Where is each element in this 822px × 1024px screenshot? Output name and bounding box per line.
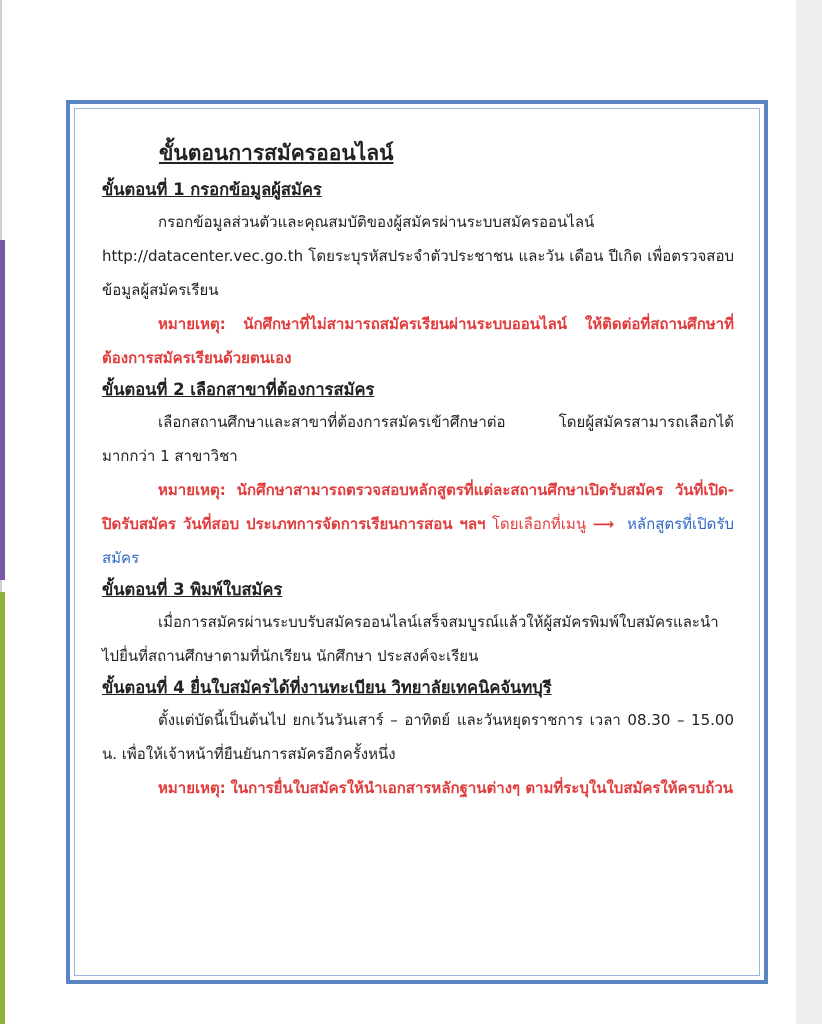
step-4-note: [102, 771, 734, 805]
step-3: [102, 575, 734, 673]
open-courses-link[interactable]: หลักสูตรที่เปิดรับสมัคร: [102, 515, 735, 567]
instructions-card: [66, 100, 768, 984]
step-2-note-menu-text: โดยเลือกที่เมนู: [491, 515, 587, 533]
step-1-body: กรอกข้อมูลส่วนตัวและคุณสมบัติของผู้สมัครผ่านระบบสมัครออนไลน์ http://datacenter.vec.go.th โดยระบุรหัสประจำตัวประชาชน และวัน เดือน ปีเกิด เพื่อตรวจสอบข้อมูลผู้สมัครเรียน: [102, 213, 734, 299]
step-4-heading: ขั้นตอนที่ 4 ยื่นใบสมัครได้ที่งานทะเบียน วิทยาลัยเทคนิคจันทบุรี: [102, 678, 552, 697]
step-3-body: เมื่อการสมัครผ่านระบบรับสมัครออนไลน์เสร็จสมบูรณ์แล้วให้ผู้สมัครพิมพ์ใบสมัครและนำไปยื่นที่สถานศึกษาตามที่นักเรียน นักศึกษา ประสงค์จะเรียน: [102, 613, 719, 665]
step-2-heading: ขั้นตอนที่ 2 เลือกสาขาที่ต้องการสมัคร: [102, 380, 375, 399]
step-2-note: [102, 473, 734, 575]
card-content: [102, 138, 734, 805]
step-1-note: [102, 307, 734, 375]
page-title: ขั้นตอนการสมัครออนไลน์: [159, 141, 394, 165]
step-1-note-label: หมายเหตุ:: [158, 315, 226, 333]
step-4-note-text: ในการยื่นใบสมัครให้นำเอกสารหลักฐานต่างๆ ตามที่ระบุในใบสมัครให้ครบถ้วน: [230, 779, 734, 797]
right-scroll-strip: [796, 0, 822, 1024]
step-2-note-text: นักศึกษาสามารถตรวจสอบหลักสูตรที่แต่ละสถานศึกษาเปิดรับสมัคร วันที่เปิด-ปิดรับสมัคร วันที่สอบ ประเภทการจัดการเรียนการสอน ฯลฯ: [102, 481, 734, 533]
step-1: [102, 175, 734, 375]
step-2: [102, 375, 734, 575]
step-1-heading: ขั้นตอนที่ 1 กรอกข้อมูลผู้สมัคร: [102, 180, 322, 199]
step-3-heading: ขั้นตอนที่ 3 พิมพ์ใบสมัคร: [102, 580, 283, 599]
step-4: [102, 673, 734, 805]
step-2-note-label: หมายเหตุ:: [158, 481, 226, 499]
step-4-note-label: หมายเหตุ:: [158, 779, 226, 797]
right-arrow-icon: ⟶: [592, 515, 615, 533]
step-4-body: ตั้งแต่บัดนี้เป็นต้นไป ยกเว้นวันเสาร์ – อาทิตย์ และวันหยุดราชการ เวลา 08.30 – 15.00 น. เพื่อให้เจ้าหน้าที่ยืนยันการสมัครอีกครั้งหนึ่ง: [102, 711, 734, 763]
step-1-note-text: นักศึกษาที่ไม่สามารถสมัครเรียนผ่านระบบออนไลน์ ให้ติดต่อที่สถานศึกษาที่ต้องการสมัครเรียนด้วยตนเอง: [102, 315, 734, 367]
step-2-body: เลือกสถานศึกษาและสาขาที่ต้องการสมัครเข้าศึกษาต่อ โดยผู้สมัครสามารถเลือกได้มากกว่า 1 สาขาวิชา: [102, 413, 734, 465]
left-accent-green: [0, 592, 5, 1024]
left-accent-purple: [0, 240, 5, 580]
